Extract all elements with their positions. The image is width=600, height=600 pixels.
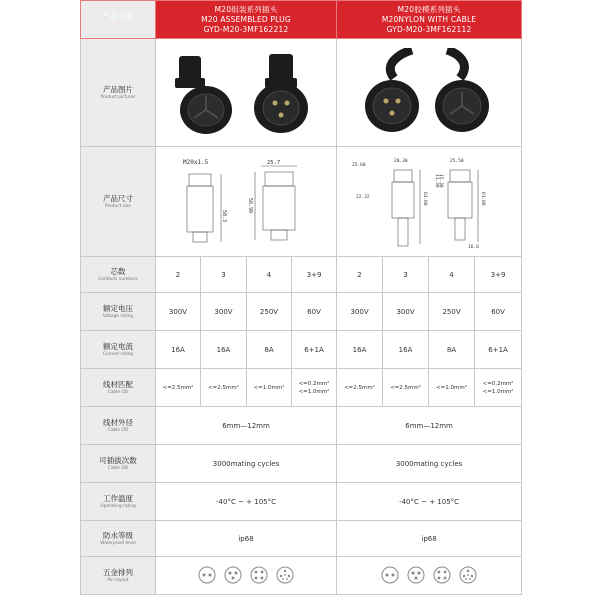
right-product-photo xyxy=(337,39,522,147)
temp-label-cn: 工作温度 xyxy=(103,493,133,503)
od-right-value: 6mm—12mm xyxy=(337,407,522,445)
wire-cell: <=1.0mm² xyxy=(429,369,475,407)
voltage-cell: 300V xyxy=(201,293,247,331)
pin-layout-icon xyxy=(406,565,426,585)
temp-row xyxy=(81,483,522,521)
pin-layout-icon xyxy=(432,565,452,585)
voltage-label xyxy=(81,293,156,331)
size-label-cn: 产品尺寸 xyxy=(103,193,133,203)
pins-label xyxy=(81,557,156,595)
voltage-cell: 250V xyxy=(429,293,475,331)
temp-left-value: -40°C ~ + 105°C xyxy=(156,483,337,521)
wire-cell: <=1.0mm² xyxy=(247,369,292,407)
left-product-cn: M20组装系列插头 xyxy=(214,4,278,14)
wire-row xyxy=(81,369,522,407)
current-cell: 16A xyxy=(201,331,247,369)
od-label-en: Cable OD xyxy=(107,427,129,433)
voltage-cell: 300V xyxy=(337,293,383,331)
dim-length-2: 56.90 xyxy=(247,197,254,213)
wire-cell: <=2.5mm² xyxy=(383,369,429,407)
wire-label-cn: 线材匹配 xyxy=(103,379,133,389)
dim-thread: M20x1.5 xyxy=(183,158,209,166)
dim-r-6: 25.50 xyxy=(449,158,464,164)
current-label-cn: 额定电流 xyxy=(103,341,133,351)
current-cell: 16A xyxy=(383,331,429,369)
mating-right-value: 3000mating cycles xyxy=(337,445,522,483)
voltage-cell: 250V xyxy=(247,293,292,331)
wire-label-en: Cable OD xyxy=(107,389,129,395)
current-row xyxy=(81,331,522,369)
ip-label-cn: 防水等级 xyxy=(103,530,133,540)
wire-cell: <=2.5mm² xyxy=(201,369,247,407)
pins-row xyxy=(81,557,522,595)
dim-length-1: 58.3 xyxy=(221,209,228,222)
voltage-cell: 60V xyxy=(475,293,522,331)
ip-row xyxy=(81,521,522,557)
right-dimension-drawing xyxy=(337,147,522,257)
connector-photo-icon xyxy=(342,48,517,138)
wire-cell: <=0.2mm² <=1.0mm² xyxy=(292,369,337,407)
ip-label-en: Waterproof level xyxy=(100,540,136,546)
wire-cell: <=2.5mm² xyxy=(156,369,201,407)
current-label-en: Current rating xyxy=(102,351,134,357)
cores-cell: 3 xyxy=(383,257,429,293)
pin-layout-icon xyxy=(458,565,478,585)
voltage-label-en: Voltage rating xyxy=(102,313,134,319)
right-product-name xyxy=(337,1,522,39)
wire-cell: <=2.5mm² xyxy=(337,369,383,407)
current-label xyxy=(81,331,156,369)
right-product-en: M20NYLON WITH CABLE xyxy=(381,14,477,24)
right-product-cn: M20胶模系列插头 xyxy=(397,4,461,14)
cores-label-cn: 芯数 xyxy=(110,266,126,276)
mating-left-value: 3000mating cycles xyxy=(156,445,337,483)
current-cell: 16A xyxy=(337,331,383,369)
temp-label-en: Operating rating xyxy=(100,503,136,509)
pictures-label-en: Product pictures xyxy=(100,94,136,100)
od-row xyxy=(81,407,522,445)
current-cell: 6+1A xyxy=(475,331,522,369)
cores-cell: 3+9 xyxy=(475,257,522,293)
mating-label xyxy=(81,445,156,483)
dim-r-3: 11.30 xyxy=(433,173,439,188)
pin-layout-icon xyxy=(223,565,243,585)
dimension-drawing-icon xyxy=(342,152,517,252)
cores-cell: 2 xyxy=(156,257,201,293)
od-label-cn: 线材外径 xyxy=(103,417,133,427)
left-product-name xyxy=(156,1,337,39)
right-product-model: GYD-M20-3MF162112 xyxy=(386,24,472,34)
current-cell: 16A xyxy=(156,331,201,369)
pin-layout-icon xyxy=(249,565,269,585)
left-dimension-drawing xyxy=(156,147,337,257)
voltage-cell: 300V xyxy=(156,293,201,331)
pins-label-cn: 五金排列 xyxy=(103,567,133,577)
voltage-cell: 60V xyxy=(292,293,337,331)
dim-width: 25.7 xyxy=(267,159,281,166)
cores-cell: 3 xyxy=(201,257,247,293)
pictures-row xyxy=(81,39,522,147)
header-label-cn: 产品名称 xyxy=(102,11,134,21)
dim-r-4: 22.32 xyxy=(355,194,370,200)
current-cell: 8A xyxy=(429,331,475,369)
left-product-model: GYD-M20-3MF162212 xyxy=(203,24,289,34)
cores-cell: 4 xyxy=(429,257,475,293)
cores-cell: 2 xyxy=(337,257,383,293)
dim-r-2: 20.30 xyxy=(393,158,408,164)
cores-label xyxy=(81,257,156,293)
dim-r-5: 63.00 xyxy=(421,191,427,206)
cores-cell: 3+9 xyxy=(292,257,337,293)
pictures-label-cn: 产品图片 xyxy=(103,84,133,94)
wire-cell: <=0.2mm² <=1.0mm² xyxy=(475,369,522,407)
header-label xyxy=(81,1,156,39)
temp-right-value: -40°C ~ + 105°C xyxy=(337,483,522,521)
left-product-en: M20 ASSEMBLED PLUG xyxy=(201,14,291,24)
pin-layout-icon xyxy=(197,565,217,585)
dimension-drawing-icon xyxy=(161,152,331,252)
left-pin-layouts xyxy=(156,557,337,595)
ip-label xyxy=(81,521,156,557)
dim-r-8: 16.6 xyxy=(467,244,479,250)
header-row xyxy=(81,1,522,39)
left-product-photo xyxy=(156,39,337,147)
pin-layout-icon xyxy=(380,565,400,585)
size-label xyxy=(81,147,156,257)
voltage-label-cn: 额定电压 xyxy=(103,303,133,313)
size-row xyxy=(81,147,522,257)
od-left-value: 6mm—12mm xyxy=(156,407,337,445)
connector-photo-icon xyxy=(161,48,331,138)
current-cell: 6+1A xyxy=(292,331,337,369)
od-label xyxy=(81,407,156,445)
mating-label-en: Cable OD xyxy=(107,465,129,471)
size-label-en: Product size xyxy=(104,203,131,209)
dim-r-7: 15.30 xyxy=(437,173,443,188)
pictures-label xyxy=(81,39,156,147)
pins-label-en: Pin layout xyxy=(107,577,129,583)
product-spec-sheet xyxy=(80,0,521,600)
right-pin-layouts xyxy=(337,557,522,595)
voltage-cell: 300V xyxy=(383,293,429,331)
cores-label-en: Contacts numbers xyxy=(98,276,138,282)
ip-left-value: ip68 xyxy=(156,521,337,557)
ip-right-value: ip68 xyxy=(337,521,522,557)
cores-row xyxy=(81,257,522,293)
dim-r-9: 61.00 xyxy=(479,191,485,206)
temp-label xyxy=(81,483,156,521)
mating-row xyxy=(81,445,522,483)
pin-layout-icon xyxy=(275,565,295,585)
header-label-en: The product name xyxy=(97,21,139,27)
wire-label xyxy=(81,369,156,407)
spec-table xyxy=(80,0,522,595)
mating-label-cn: 可插拔次数 xyxy=(99,455,137,465)
current-cell: 8A xyxy=(247,331,292,369)
cores-cell: 4 xyxy=(247,257,292,293)
voltage-row xyxy=(81,293,522,331)
dim-r-1: 25.60 xyxy=(351,162,366,168)
